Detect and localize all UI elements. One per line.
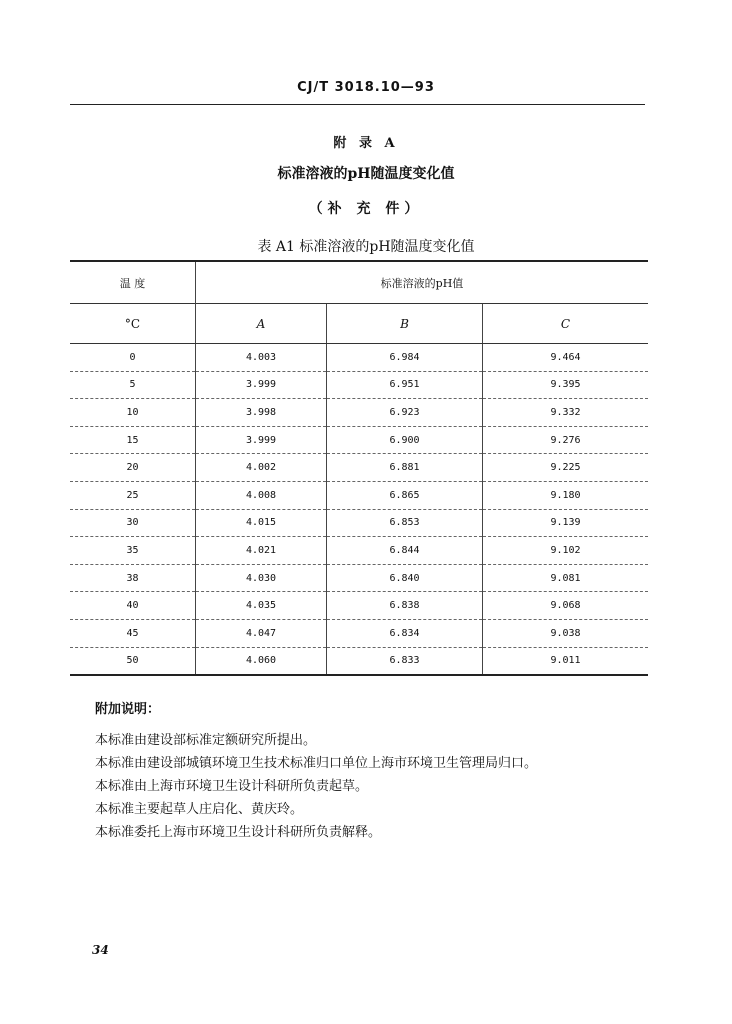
header-rule [70,104,645,105]
cell-c: 9.068 [483,592,649,620]
table-row [70,454,648,482]
temp-cell: 15 [70,426,196,454]
table-row [70,647,648,675]
table-row [70,399,648,427]
cell-c: 9.139 [483,509,649,537]
temp-cell: 45 [70,619,196,647]
cell-b: 6.838 [327,592,483,620]
cell-b: 6.900 [327,426,483,454]
temp-cell: 25 [70,481,196,509]
cell-b: 6.833 [327,647,483,675]
note-line: 本标准由上海市环境卫生设计科研所负责起草。 [95,779,369,794]
cell-a: 4.030 [196,564,327,592]
table-row [70,537,648,565]
cell-b: 6.844 [327,537,483,565]
temp-cell: 10 [70,399,196,427]
cell-a: 3.998 [196,399,327,427]
note-line: 本标准由建设部城镇环境卫生技术标准归口单位上海市环境卫生管理局归口。 [95,756,538,771]
appendix-title: 附 录 A [333,136,399,151]
cell-a: 4.047 [196,619,327,647]
cell-b: 6.923 [327,399,483,427]
table-row [70,509,648,537]
appendix-note: （补 充 件） [308,201,424,217]
table-row [70,592,648,620]
temp-header: 温 度 [70,261,196,304]
note-line: 本标准主要起草人庄启化、黄庆玲。 [95,802,304,817]
cell-a: 3.999 [196,426,327,454]
temp-cell: 0 [70,344,196,372]
standard-code: CJ/T 3018.10—93 [297,80,435,95]
col-header-c: C [483,304,649,344]
cell-a: 4.003 [196,344,327,372]
temp-cell: 40 [70,592,196,620]
cell-a: 4.008 [196,481,327,509]
table-row [70,371,648,399]
cell-c: 9.102 [483,537,649,565]
cell-a: 3.999 [196,371,327,399]
col-header-a: A [196,304,327,344]
note-line: 本标准由建设部标准定额研究所提出。 [95,733,317,748]
notes-title: 附加说明： [95,702,161,717]
cell-b: 6.951 [327,371,483,399]
cell-a: 4.060 [196,647,327,675]
page-number: 34 [92,943,109,957]
table-row [70,619,648,647]
temp-cell: 5 [70,371,196,399]
additional-notes [95,698,537,844]
cell-c: 9.225 [483,454,649,482]
note-line: 本标准委托上海市环境卫生设计科研所负责解释。 [95,825,382,840]
temp-cell: 50 [70,647,196,675]
cell-b: 6.834 [327,619,483,647]
cell-a: 4.015 [196,509,327,537]
temp-cell: 35 [70,537,196,565]
cell-b: 6.881 [327,454,483,482]
cell-c: 9.276 [483,426,649,454]
temp-cell: 30 [70,509,196,537]
unit-header: °C [70,304,196,344]
ph-table [70,260,648,676]
cell-c: 9.464 [483,344,649,372]
appendix-subtitle: 标准溶液的pH随温度变化值 [277,166,455,182]
cell-c: 9.395 [483,371,649,399]
table-row [70,481,648,509]
table-row [70,564,648,592]
col-header-b: B [327,304,483,344]
cell-c: 9.180 [483,481,649,509]
table-row [70,344,648,372]
cell-c: 9.038 [483,619,649,647]
cell-c: 9.081 [483,564,649,592]
cell-b: 6.840 [327,564,483,592]
cell-a: 4.002 [196,454,327,482]
cell-a: 4.021 [196,537,327,565]
cell-c: 9.011 [483,647,649,675]
temp-cell: 20 [70,454,196,482]
temp-cell: 38 [70,564,196,592]
cell-b: 6.984 [327,344,483,372]
cell-a: 4.035 [196,592,327,620]
table-caption: 表 A1 标准溶液的pH随温度变化值 [257,239,475,255]
cell-b: 6.865 [327,481,483,509]
table-row [70,426,648,454]
ph-header: 标准溶液的pH值 [196,261,649,304]
cell-b: 6.853 [327,509,483,537]
cell-c: 9.332 [483,399,649,427]
